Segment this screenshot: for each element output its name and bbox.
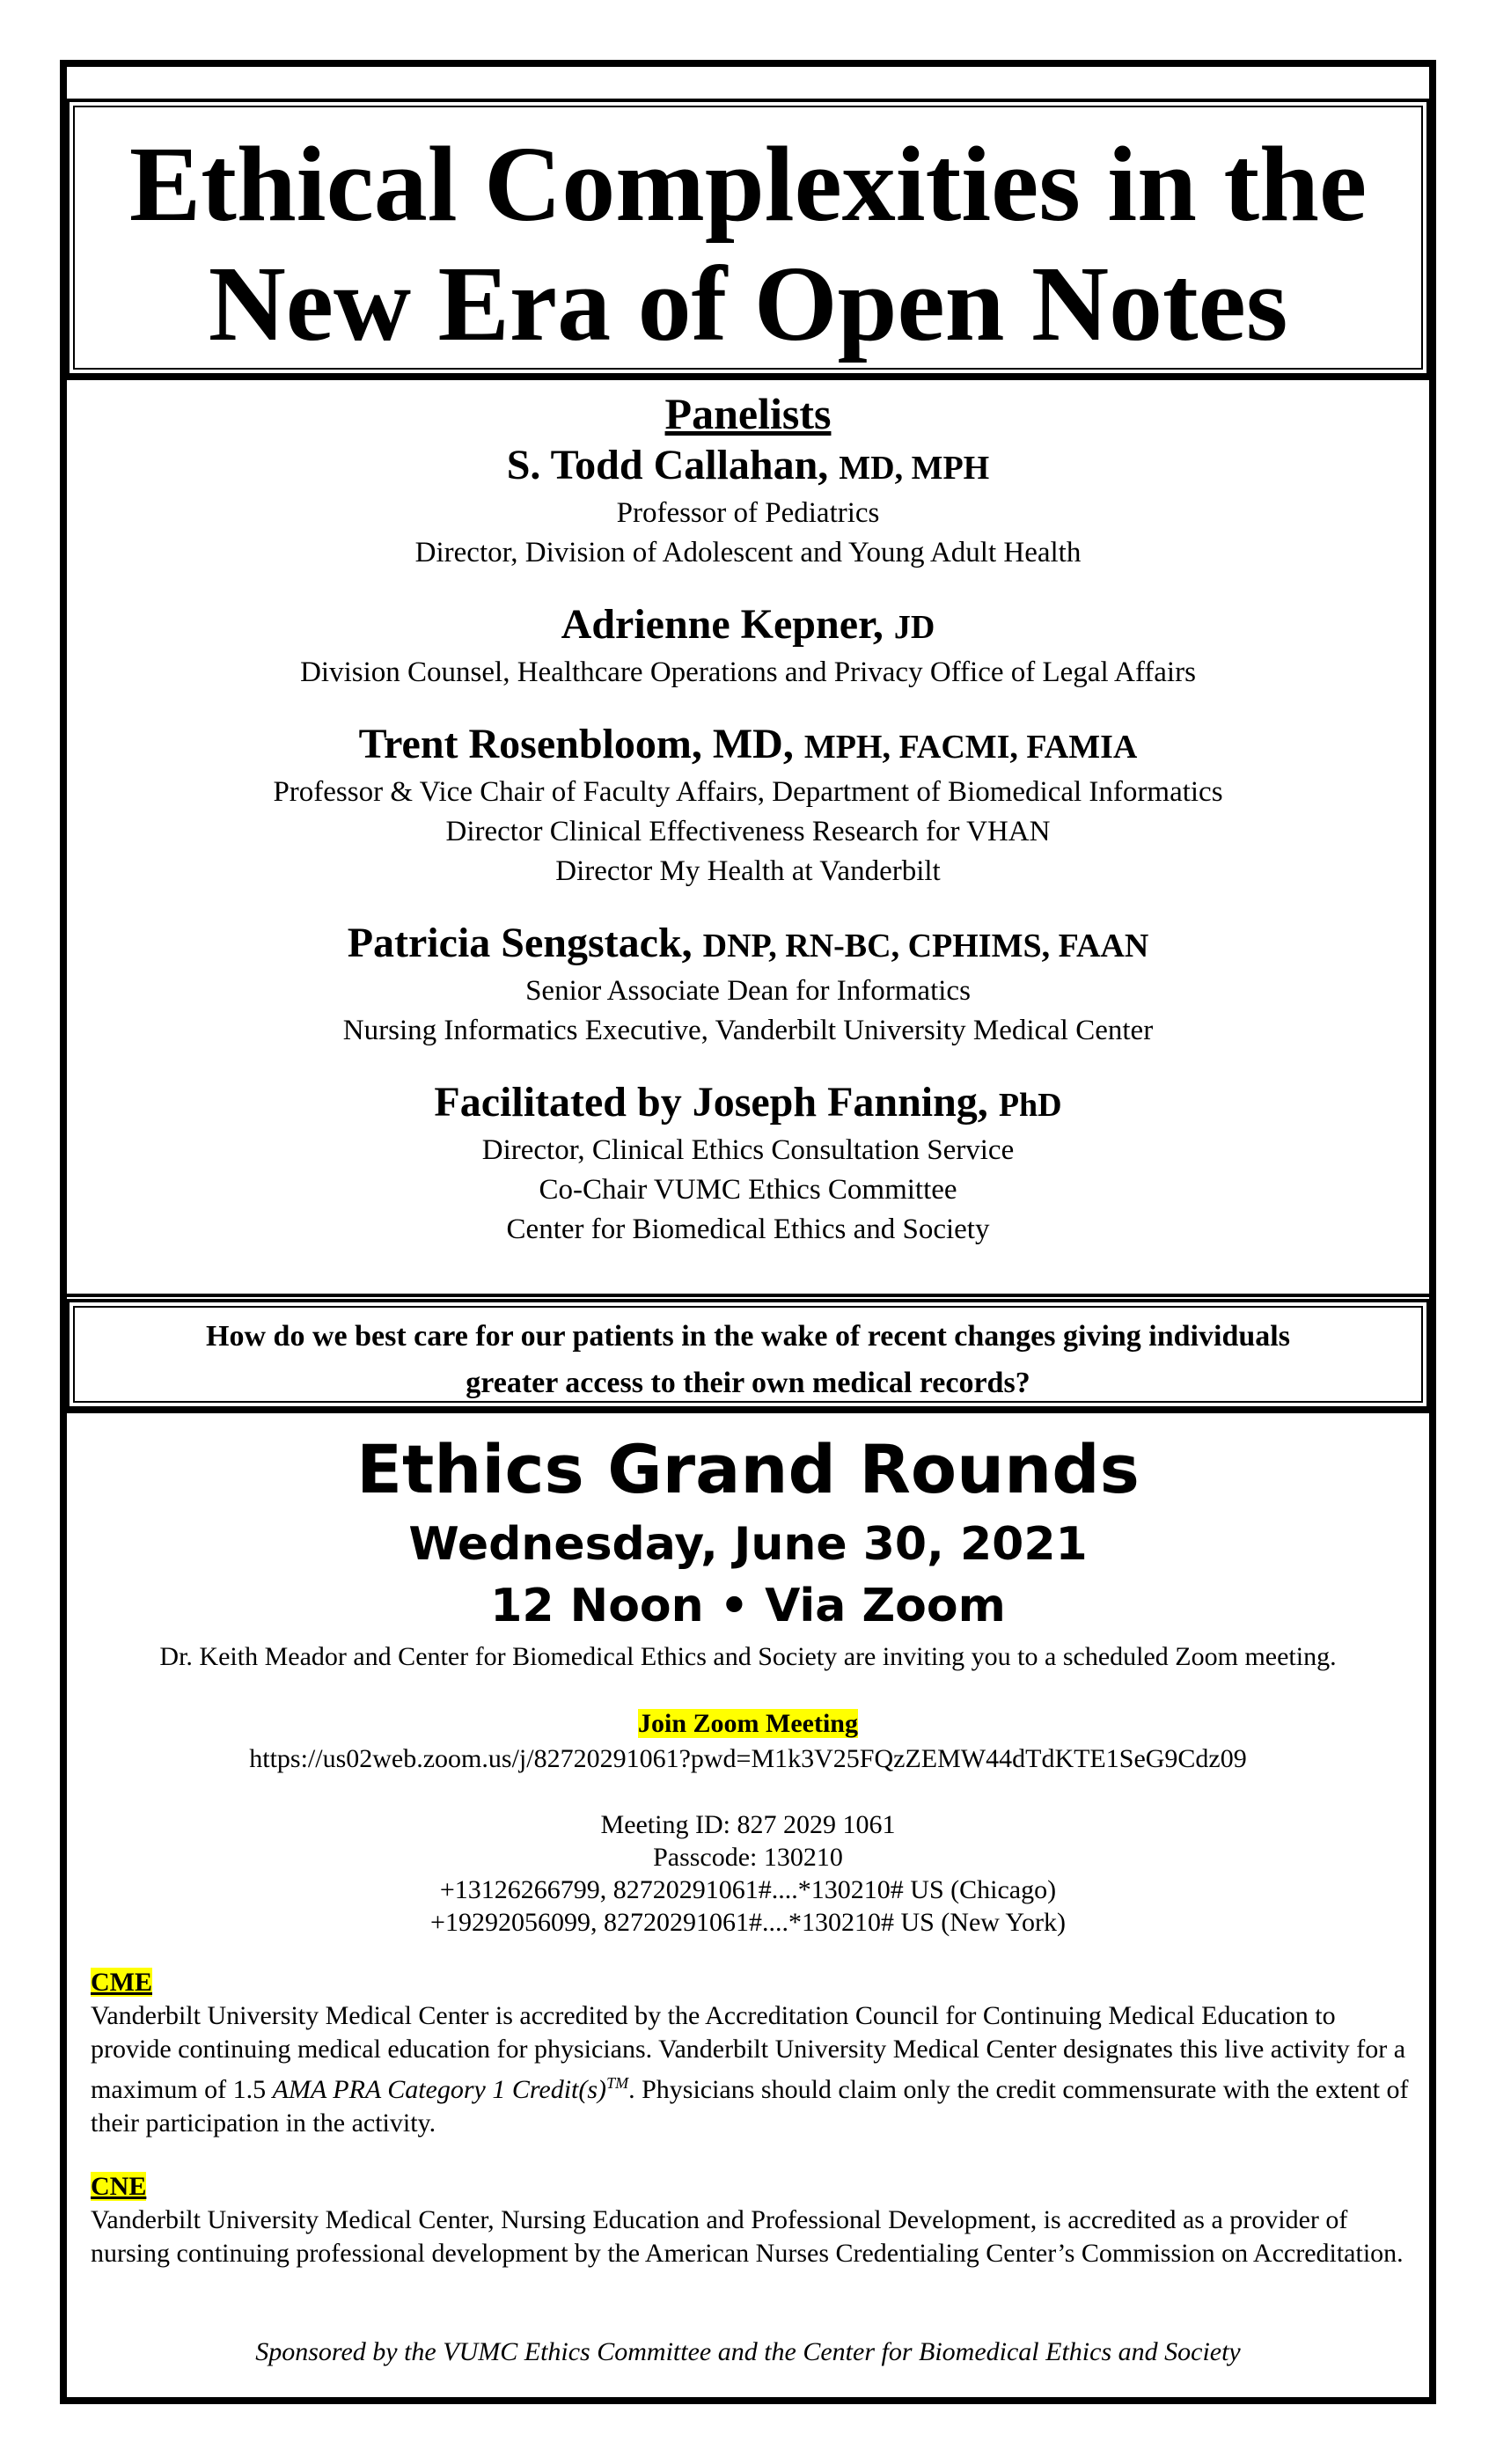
- panelist: [66, 599, 1430, 693]
- title-box: [66, 99, 1430, 377]
- cne-section: [91, 2170, 1411, 2270]
- panelist-role: Director My Health at Vanderbilt: [555, 855, 941, 887]
- divider-line: [66, 1294, 1430, 1297]
- phone-chicago: +13126266799, 82720291061#....*130210# US (Chicago): [439, 1875, 1057, 1904]
- panelist: [66, 440, 1430, 573]
- panelist-credentials: DNP, RN-BC, CPHIMS, FAAN: [702, 928, 1149, 964]
- panelist-credentials: JD: [893, 609, 935, 646]
- event-title: Ethics Grand Rounds: [356, 1430, 1140, 1508]
- panelist-role: Director, Division of Adolescent and Young Adult Health: [414, 537, 1082, 568]
- event-time: 12 Noon • Via Zoom: [490, 1580, 1006, 1632]
- cne-label: CNE: [91, 2172, 147, 2201]
- facilitator-role: Center for Biomedical Ethics and Society: [506, 1214, 990, 1245]
- panelists-section: [66, 382, 1430, 1250]
- divider-line: [66, 377, 1430, 380]
- event-date: Wednesday, June 30, 2021: [408, 1518, 1088, 1571]
- title-line-1: Ethical Complexities in the: [128, 125, 1368, 244]
- panelist-role: Director Clinical Effectiveness Research for VHAN: [445, 816, 1051, 847]
- cme-label: CME: [91, 1968, 152, 1997]
- panelist: [66, 719, 1430, 891]
- panelist-credentials: MD, MPH: [839, 450, 990, 487]
- facilitator-role: Co-Chair VUMC Ethics Committee: [539, 1174, 957, 1206]
- panelist-role: Professor of Pediatrics: [616, 497, 880, 529]
- panelist-name: S. Todd Callahan, MD, MPH: [506, 442, 990, 488]
- cne-text: Vanderbilt University Medical Center, Nursing Education and Professional Development, is accredited as a provider of nursing continuing professional development by the American Nurses Credentialing Center’s Commission on Accreditation.: [91, 2205, 1404, 2268]
- facilitator: [66, 1077, 1430, 1250]
- panelist-role: Professor & Vice Chair of Faculty Affairs, Department of Biomedical Informatics: [273, 776, 1223, 808]
- panelist-role: Nursing Informatics Executive, Vanderbilt University Medical Center: [342, 1015, 1154, 1046]
- question-text: How do we best care for our patients in the wake of recent changes giving individuals greater access to their own medical records?: [206, 1320, 1290, 1399]
- join-zoom-label: Join Zoom Meeting: [638, 1709, 858, 1738]
- passcode: Passcode: 130210: [653, 1843, 843, 1872]
- meeting-id: Meeting ID: 827 2029 1061: [600, 1810, 896, 1839]
- cme-text: Vanderbilt University Medical Center is accredited by the Accreditation Council for Continuing Medical Education to provide continuing medical education for physicians. Vanderbilt University Medical Center designates this live activity for a maximum of 1.5 AMA PRA Category 1 Credit(s)™. Physicians should claim only the credit commensurate with the extent of their participation in the activity.: [91, 2001, 1409, 2138]
- zoom-link[interactable]: https://us02web.zoom.us/j/82720291061?pwd=M1k3V25FQzZEMW44dTdKTE1SeG9Cdz09: [249, 1744, 1247, 1773]
- sponsor-text: Sponsored by the VUMC Ethics Committee and the Center for Biomedical Ethics and Society: [255, 2337, 1241, 2366]
- cme-section: [91, 1966, 1411, 2140]
- panelist-role: Division Counsel, Healthcare Operations and Privacy Office of Legal Affairs: [300, 656, 1196, 688]
- panelist-name: Adrienne Kepner, JD: [561, 601, 935, 648]
- panelist-role: Senior Associate Dean for Informatics: [525, 975, 971, 1007]
- divider-line: [66, 1410, 1430, 1413]
- meeting-details: [66, 1808, 1430, 1939]
- flyer-title: [70, 125, 1426, 364]
- panelist-name: Patricia Sengstack, DNP, RN-BC, CPHIMS, FAAN: [347, 920, 1149, 966]
- facilitator-role: Director, Clinical Ethics Consultation Service: [481, 1134, 1015, 1166]
- panelist: [66, 918, 1430, 1051]
- panelists-heading: Panelists: [664, 389, 832, 438]
- phone-new-york: +19292056099, 82720291061#....*130210# US (New York): [430, 1908, 1066, 1937]
- facilitator-name: Facilitated by Joseph Fanning, PhD: [434, 1079, 1062, 1126]
- panelist-credentials: MPH, FACMI, FAMIA: [803, 729, 1138, 766]
- invite-text: Dr. Keith Meador and Center for Biomedical Ethics and Society are inviting you to a scheduled Zoom meeting.: [159, 1642, 1337, 1671]
- title-line-2: New Era of Open Notes: [208, 245, 1288, 363]
- event-section: [66, 1419, 1430, 1637]
- facilitator-credentials: PhD: [998, 1087, 1062, 1124]
- question-box: [66, 1299, 1430, 1410]
- panelist-name: Trent Rosenbloom, MD, MPH, FACMI, FAMIA: [358, 721, 1138, 767]
